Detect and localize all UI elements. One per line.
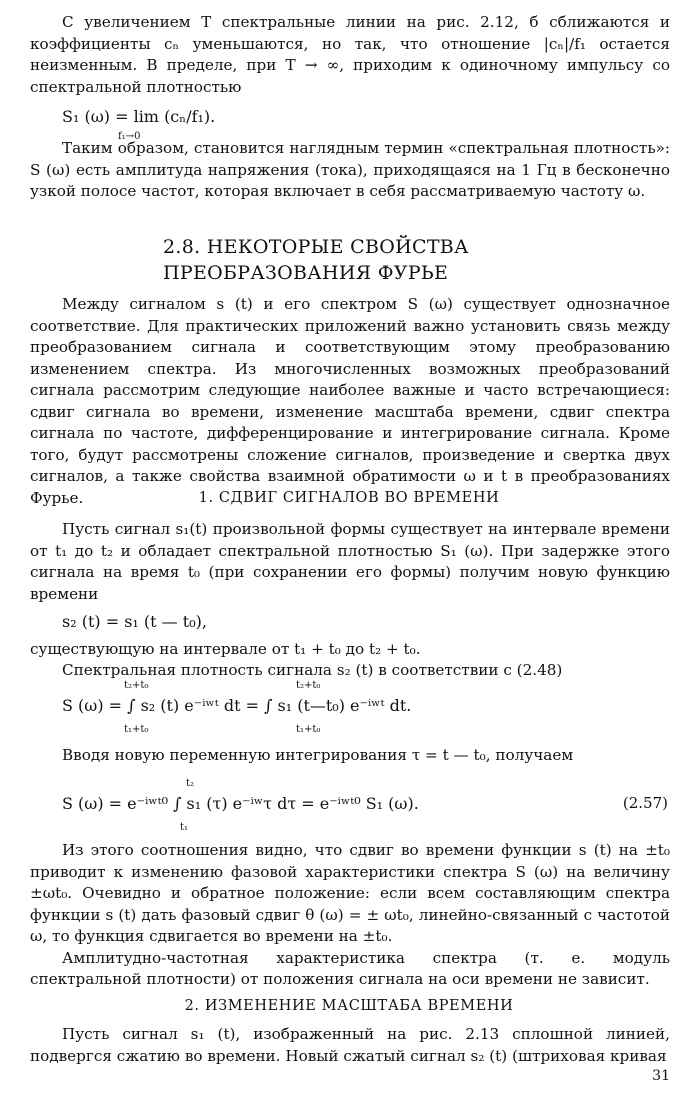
lower-limit: t₁+t₀ xyxy=(296,724,321,735)
equation-limit xyxy=(30,98,670,142)
paragraph: Из этого соотношения видно, что сдвиг во времени функции s (t) на ±t₀ приводит к изменению фазовой характеристики спектра S (ω) на величину ±ωt₀. Очевидно и обратное положение: если всем составляющим спектра функции s (t) дать фазовый сдвиг θ (ω) = ± ωt₀, линейно-связанный с частотой ω, то функция сдвигается во времени на ±t₀. xyxy=(30,841,670,945)
paragraph: Между сигналом s (t) и его спектром S (ω) существует однозначное соответствие. Для практических приложений важно установить связь между преобразованием сигнала и соответствующим этому преобразованию изменением спектра. Из многочисленных возможных преобразований сигнала рассмотрим следующие наиболее важные и часто встречающиеся: сдвиг сигнала во времени, изменение масштаба времени, сдвиг спектра сигнала по частоте, дифференцирование и интегрирование сигнала. Кроме того, будут рассмотрены сложение сигналов, произведение и свертка двух сигналов, а также свойства взаимной обратимости ω и t в преобразованиях Фурье. xyxy=(30,295,670,507)
limit-subscript: f₁→0 xyxy=(118,131,141,142)
upper-limit: t₂+t₀ xyxy=(124,680,149,691)
text-block-substitution xyxy=(30,745,670,767)
section-heading: 2.8. НЕКОТОРЫЕ СВОЙСТВА ПРЕОБРАЗОВАНИЯ ФУРЬЕ xyxy=(163,236,469,284)
text-block-scale xyxy=(30,1024,670,1067)
upper-limit: t₂ xyxy=(186,778,195,789)
paragraph: Таким образом, становится наглядным термин «спектральная плотность»: S (ω) есть амплитуда напряжения (тока), приходящаяся на 1 Гц в бесконечно узкой полосе частот, которая включает в себя рассматриваемую частоту ω. xyxy=(30,139,670,200)
equation: S (ω) = e⁻ⁱʷᵗ⁰ ∫ s₁ (τ) e⁻ⁱʷτ dτ = e⁻ⁱʷᵗ⁰ S₁ (ω). xyxy=(62,794,419,813)
equation: s₂ (t) = s₁ (t — t₀), xyxy=(62,612,207,631)
paragraph: Пусть сигнал s₁(t) произвольной формы существует на интервале времени от t₁ до t₂ и обладает спектральной плотностью S₁ (ω). При задержке этого сигнала на время t₀ (при сохранении его формы) получим новую функцию времени xyxy=(30,520,670,603)
paragraph: С увеличением T спектральные линии на рис. 2.12, б сближаются и коэффициенты cₙ уменьшаются, но так, что отношение |cₙ|/f₁ остается неизменным. В пределе, при T → ∞, приходим к одиночному импульсу со спектральной плотностью xyxy=(30,13,670,96)
paragraph: Спектральная плотность сигнала s₂ (t) в соответствии с (2.48) xyxy=(62,661,563,679)
subsection-heading: 2. ИЗМЕНЕНИЕ МАСШТАБА ВРЕМЕНИ xyxy=(184,998,514,1014)
equation: S₁ (ω) = lim (cₙ/f₁). xyxy=(62,107,216,126)
equation-number: (2.57) xyxy=(622,794,668,812)
subsection-heading: 1. СДВИГ СИГНАЛОВ ВО ВРЕМЕНИ xyxy=(198,490,500,506)
paragraph: существующую на интервале от t₁ + t₀ до t₂ + t₀. xyxy=(30,639,421,658)
lower-limit: t₁+t₀ xyxy=(124,724,149,735)
lower-limit: t₁ xyxy=(180,822,189,833)
equation-integral-1 xyxy=(62,680,662,740)
equation: S (ω) = ∫ s₂ (t) e⁻ⁱʷᵗ dt = ∫ s₁ (t—t₀) e⁻ⁱʷᵗ dt. xyxy=(62,696,412,715)
upper-limit: t₂+t₀ xyxy=(296,680,321,691)
page-number: 31 xyxy=(652,1068,670,1084)
equation-integral-2 xyxy=(62,778,668,838)
text-block-shift xyxy=(30,519,670,682)
paragraph: Амплитудно-частотная характеристика спектра (т. е. модуль спектральной плотности) от положения сигнала на оси времени не зависит. xyxy=(30,948,670,988)
text-block-conclusion xyxy=(30,840,670,991)
text-block-intro xyxy=(30,294,670,509)
text-block-top xyxy=(30,12,670,203)
paragraph: Пусть сигнал s₁ (t), изображенный на рис. 2.13 сплошной линией, подвергся сжатию во времени. Новый сжатый сигнал s₂ (t) (штриховая кривая xyxy=(30,1025,670,1065)
paragraph: Вводя новую переменную интегрирования τ = t — t₀, получаем xyxy=(62,746,574,764)
